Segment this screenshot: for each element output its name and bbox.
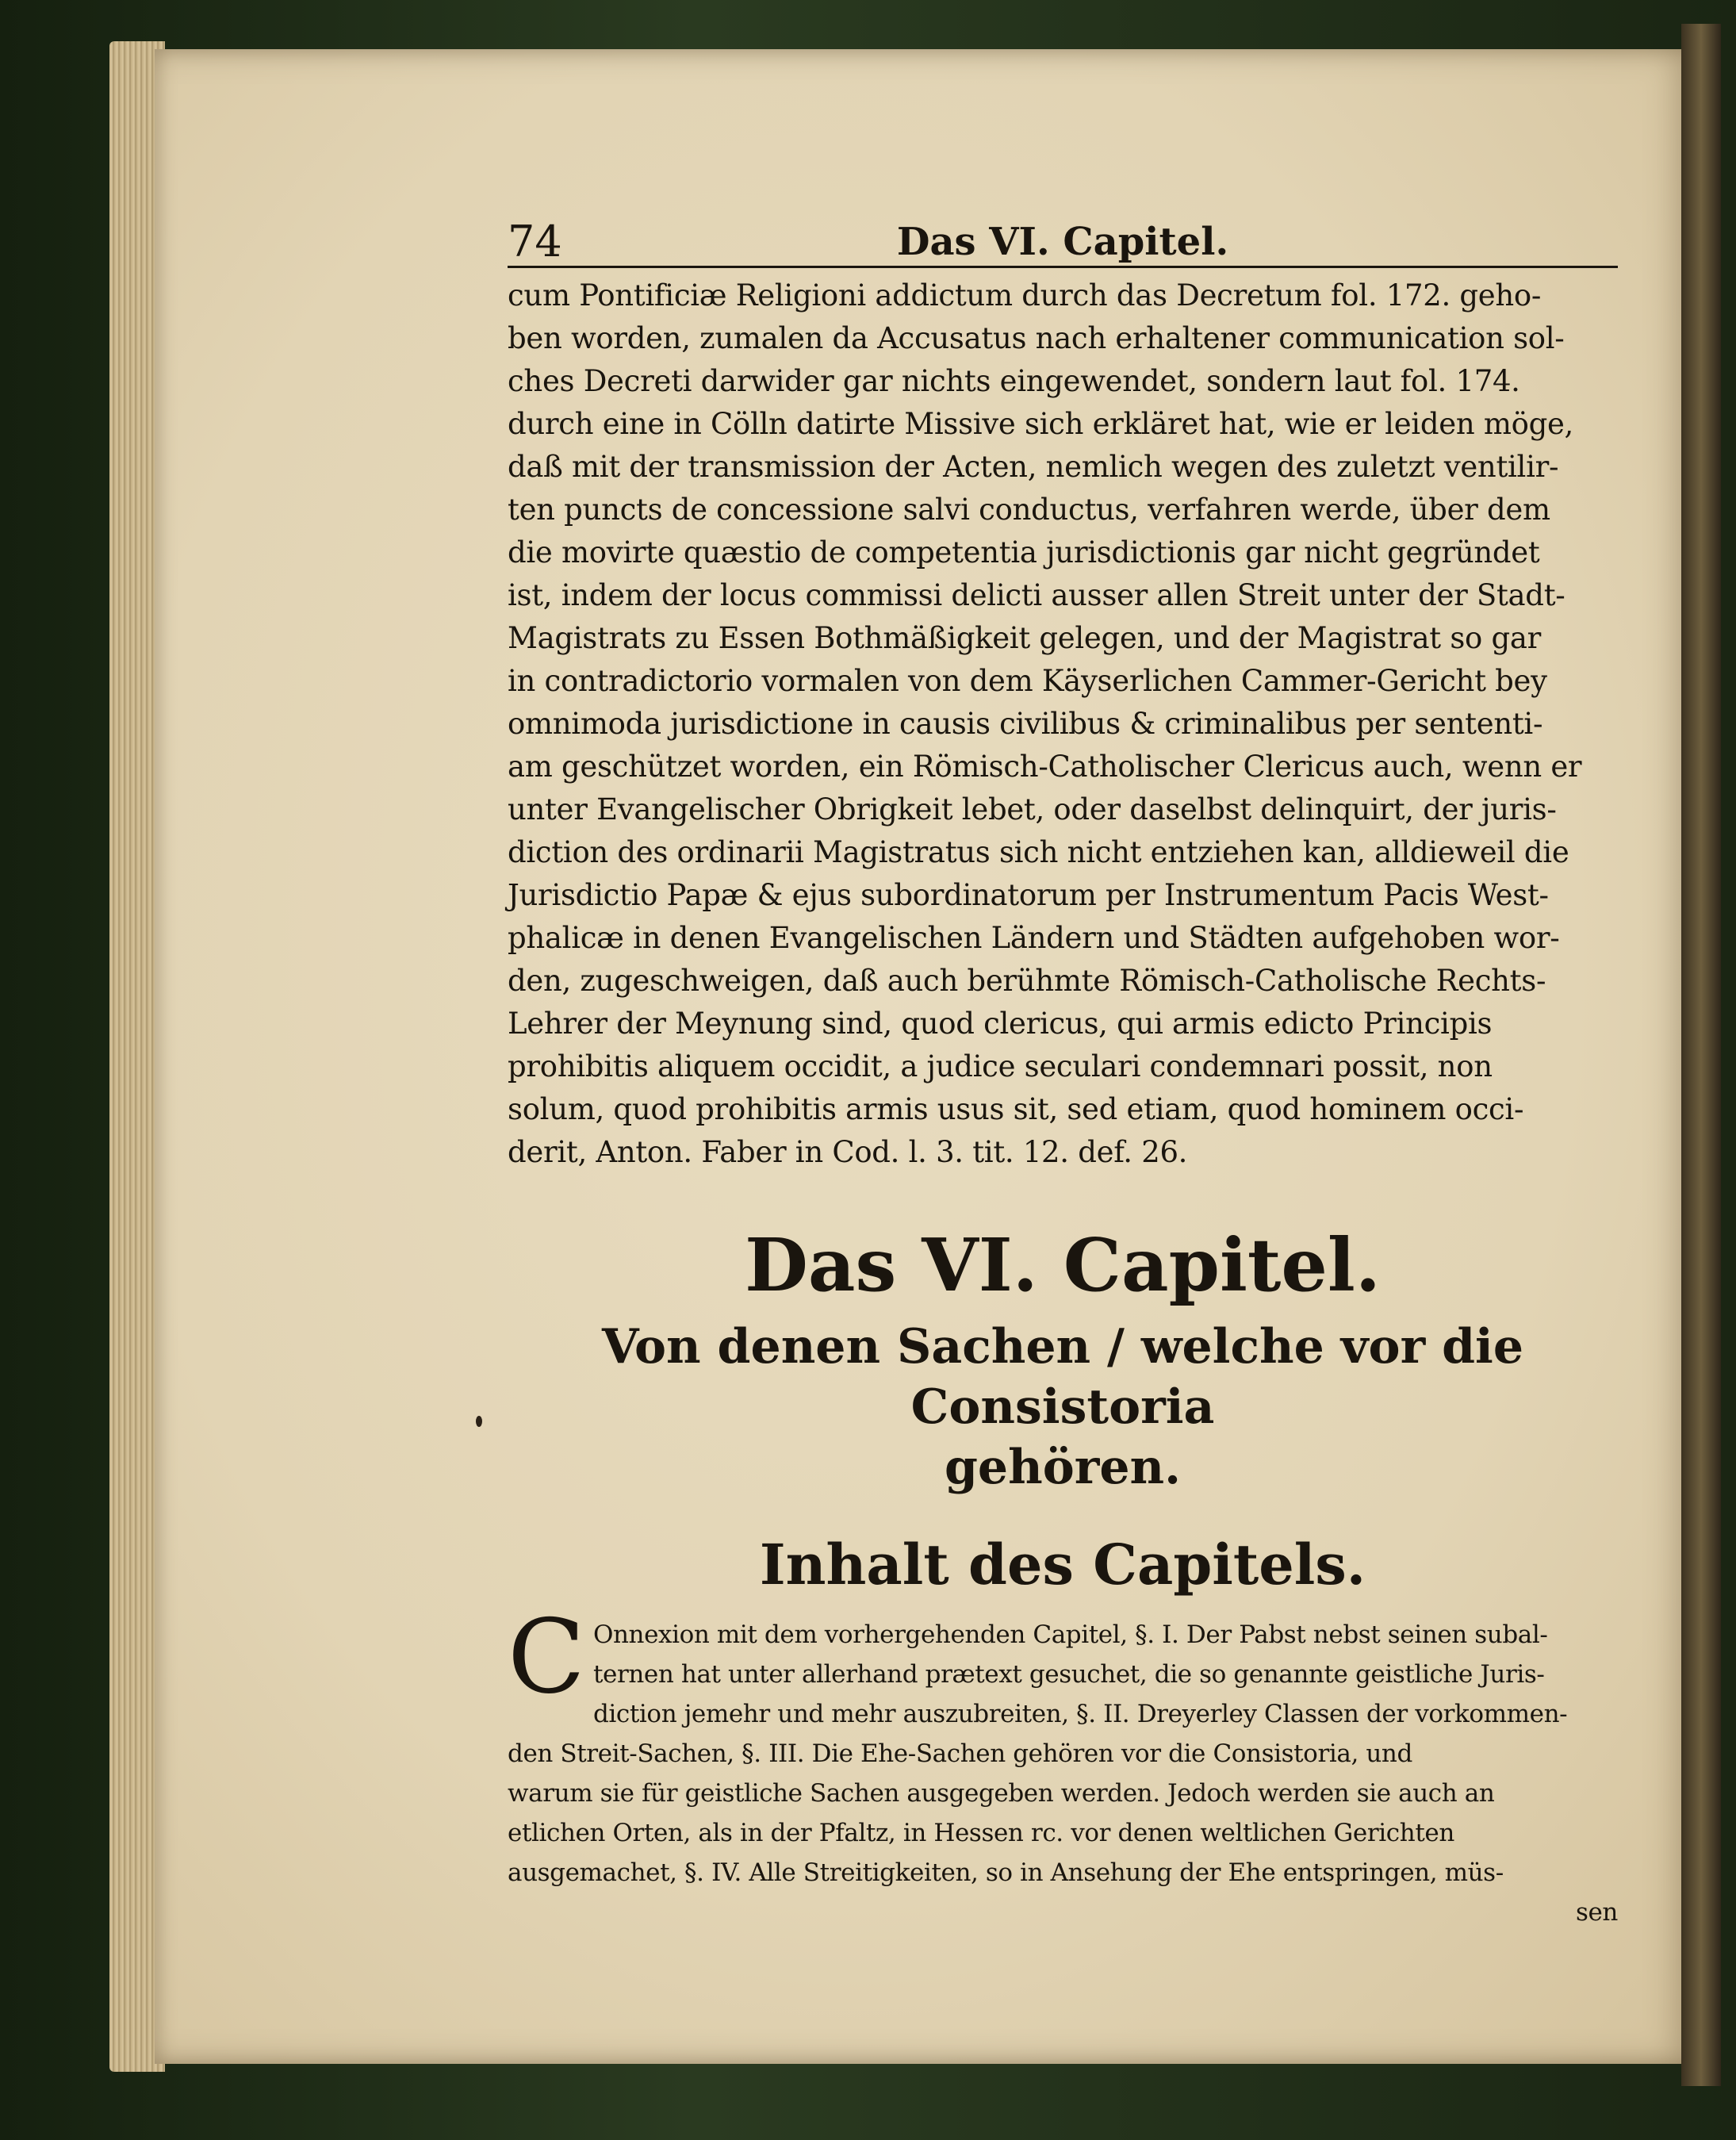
body-line: ben worden, zumalen da Accusatus nach erhaltener communication sol- (508, 321, 1565, 355)
summary-line: Onnexion mit dem vorhergehenden Capitel, §. I. Der Pabst nebst seinen subal- (592, 1620, 1548, 1649)
drop-cap: C (508, 1598, 585, 1716)
catchword: sen (1575, 1898, 1618, 1927)
body-line: Jurisdictio Papæ & ejus subordinatorum per Instrumentum Pacis West- (508, 878, 1549, 912)
body-line: ist, indem der locus commissi delicti ausser allen Streit unter der Stadt- (508, 578, 1565, 612)
contents-heading: Inhalt des Capitels. (759, 1532, 1366, 1597)
body-line: ches Decreti darwider gar nichts eingewendet, sondern laut fol. 174. (508, 364, 1520, 398)
body-line: daß mit der transmission der Acten, nemlich wegen des zuletzt ventilir- (508, 450, 1559, 484)
running-title: Das VI. Capitel. (896, 220, 1229, 264)
summary-line: etlichen Orten, als in der Pfaltz, in Hessen rc. vor denen weltlichen Gerichten (508, 1819, 1454, 1847)
body-line: prohibitis aliquem occidit, a judice seculari condemnari possit, non (508, 1049, 1493, 1083)
chapter-summary (508, 1598, 1618, 1932)
margin-ink-mark (476, 1416, 482, 1427)
body-line: diction des ordinarii Magistratus sich nicht entziehen kan, alldieweil die (508, 835, 1569, 869)
page-text-block (508, 218, 1618, 1932)
chapter-title: Das VI. Capitel. (745, 1222, 1381, 1308)
chapter-subtitle-line: gehören. (944, 1440, 1182, 1495)
summary-line: den Streit-Sachen, §. III. Die Ehe-Sachen gehören vor die Consistoria, und (508, 1739, 1412, 1768)
body-line: am geschützet worden, ein Römisch-Catholischer Clericus auch, wenn er (508, 750, 1582, 784)
book-gutter (1681, 24, 1721, 2086)
chapter-subtitle (508, 1317, 1618, 1498)
body-line: ten puncts de concessione salvi conductus, verfahren werde, über dem (508, 493, 1550, 527)
body-line: den, zugeschweigen, daß auch berühmte Römisch-Catholische Rechts- (508, 964, 1546, 998)
page-number: 74 (508, 217, 562, 267)
summary-line: warum sie für geistliche Sachen ausgegeben werden. Jedoch werden sie auch an (508, 1779, 1495, 1808)
body-line: Magistrats zu Essen Bothmäßigkeit gelegen, und der Magistrat so gar (508, 621, 1541, 655)
body-line: in contradictorio vormalen von dem Käyserlichen Cammer-Gericht bey (508, 664, 1547, 698)
body-line: unter Evangelischer Obrigkeit lebet, oder daselbst delinquirt, der juris- (508, 792, 1557, 826)
chapter-subtitle-line: Von denen Sachen / welche vor die Consistoria (601, 1319, 1523, 1435)
body-line: Lehrer der Meynung sind, quod clericus, qui armis edicto Principis (508, 1007, 1493, 1041)
body-line: solum, quod prohibitis armis usus sit, sed etiam, quod hominem occi- (508, 1092, 1524, 1126)
summary-line: ausgemachet, §. IV. Alle Streitigkeiten, so in Ansehung der Ehe entspringen, müs- (508, 1858, 1504, 1887)
body-line: derit, Anton. Faber in Cod. l. 3. tit. 12. def. 26. (508, 1135, 1188, 1169)
body-line: die movirte quæstio de competentia jurisdictionis gar nicht gegründet (508, 535, 1540, 570)
running-head (508, 218, 1618, 268)
body-line: durch eine in Cölln datirte Missive sich erkläret hat, wie er leiden möge, (508, 407, 1574, 441)
body-line: omnimoda jurisdictione in causis civilibus & criminalibus per sententi- (508, 707, 1543, 741)
body-line: cum Pontificiæ Religioni addictum durch das Decretum fol. 172. geho- (508, 278, 1542, 313)
summary-line: ternen hat unter allerhand prætext gesuchet, die so genannte geistliche Juris- (592, 1660, 1545, 1689)
body-line: phalicæ in denen Evangelischen Ländern und Städten aufgehoben wor- (508, 921, 1560, 955)
body-paragraph (508, 274, 1618, 1174)
summary-line: diction jemehr und mehr auszubreiten, §. II. Dreyerley Classen der vorkommen- (592, 1700, 1568, 1728)
